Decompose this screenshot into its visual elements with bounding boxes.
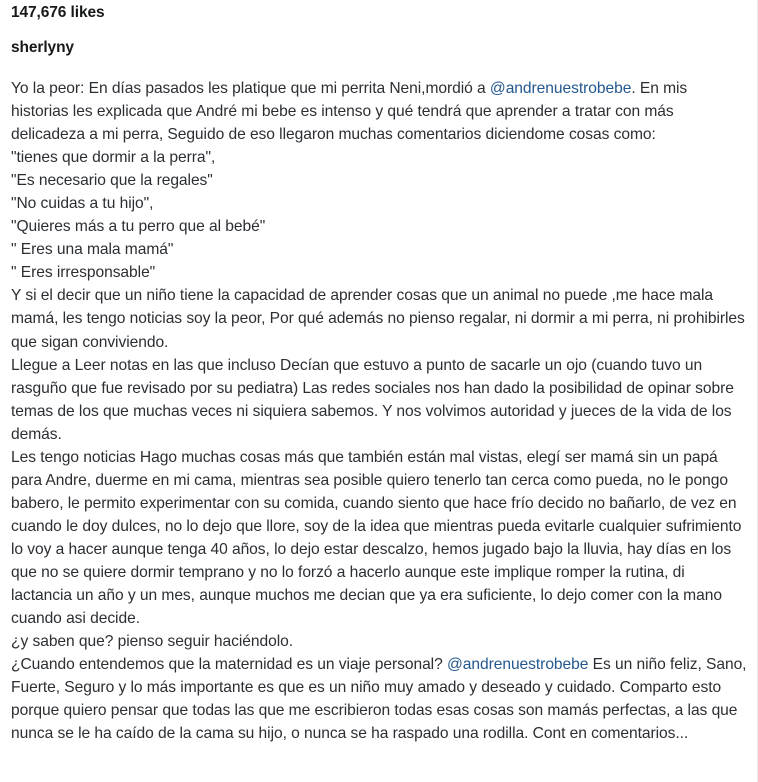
caption-text-segment: Yo la peor: En días pasados les platique que mi perrita Neni,mordió a [11,80,490,97]
caption-text-segment: . En mis historias les explicada que André mi bebe es intenso y qué tendrá que aprender a tratar con más delicadeza a mi perra, Seguido de eso llegaron muchas comentarios diciendome cosas como: "tienes que dormir a la perra", "Es necesario que la regales" "No cuidas a tu hijo", "Quieres más a tu perro que al bebé" " Eres una mala mamá" " Eres irresponsable" Y si el decir que un niño tiene la capacidad de aprender cosas que un animal no puede ,me hace mala mamá, les tengo noticias soy la peor, Por qué además no pienso regalar, ni dormir a mi perra, ni prohibirles que sigan conviviendo. Llegue a Leer notas en las que incluso Decían que estuvo a punto de sacarle un ojo (cuando tuvo un rasguño que fue revisado por su pediatra) Las redes sociales nos han dado la posibilidad de opinar sobre temas de los que muchas veces ni siquiera sabemos. Y nos volvimos autoridad y jueces de la vida de los demás. Les tengo noticias Hago muchas cosas más que también están mal vistas, elegí ser mamá sin un papá para Andre, duerme en mi cama, mientras sea posible quiero tenerlo tan cerca como pueda, no le pongo babero, le permito experimentar con su comida, cuando siento que hace frío decido no bañarlo, de vez en cuando le doy dulces, no lo dejo que llore, soy de la idea que mientras pueda evitarle cualquier sufrimiento lo voy a hacer aunque tenga 40 años, lo dejo estar descalzo, hemos jugado bajo la lluvia, hay días en los que no se quiere dormir temprano y no lo forzó a hacerlo aunque este implique romper la rutina, di lactancia un año y un mes, aunque muchos me decian que ya era suficiente, lo dejo comer con la mano cuando asi decide. ¿y saben que? pienso seguir haciéndolo. ¿Cuando entendemos que la maternidad es un viaje personal? [11,80,745,674]
post-author-username[interactable]: sherlyny [11,39,74,56]
mention-link[interactable]: @andrenuestrobebe [489,80,632,97]
mention-link[interactable]: @andrenuestrobebe [446,656,589,674]
caption-text [11,77,751,745]
caption-text-segment: Es un niño feliz, Sano, Fuerte, Seguro y lo más importante es que es un niño muy amado y deseado y cuidado. Comparto esto porque quiero pensar que todas las que me escribieron todas esas cosas son mamás perfectas, a las que nunca se le ha caído de la cama su hijo, o nunca se ha raspado una rodilla. Cont en comentarios... [11,656,751,743]
likes-count: 147,676 likes [11,4,105,21]
